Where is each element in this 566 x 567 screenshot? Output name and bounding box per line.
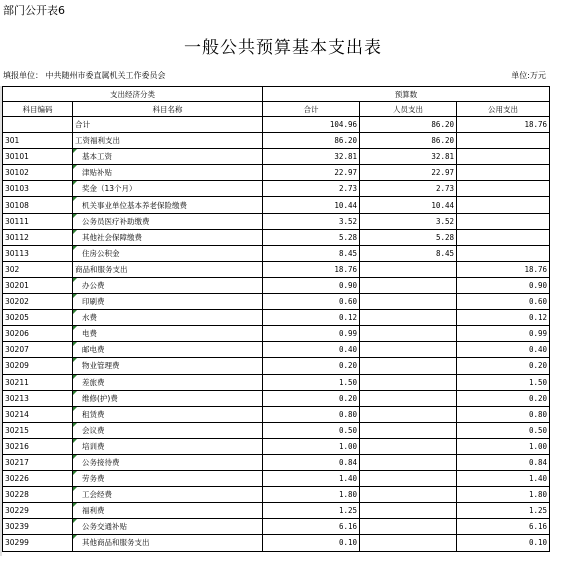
- row-name: 维修(护)费: [73, 390, 263, 406]
- row-total: 1.40: [263, 471, 360, 487]
- row-name: 会议费: [73, 422, 263, 438]
- row-name: 津贴补贴: [73, 165, 263, 181]
- row-total: 104.96: [263, 117, 360, 133]
- table-row: [3, 197, 550, 213]
- table-row: [3, 277, 550, 293]
- row-personnel: [360, 519, 457, 535]
- row-name: 住房公积金: [73, 245, 263, 261]
- row-public: 0.80: [457, 406, 550, 422]
- row-code: 30239: [3, 519, 73, 535]
- row-name: 办公费: [73, 277, 263, 293]
- table-row: [3, 471, 550, 487]
- row-public: 0.12: [457, 310, 550, 326]
- row-public: 0.20: [457, 390, 550, 406]
- row-personnel: [360, 471, 457, 487]
- row-total: 0.80: [263, 406, 360, 422]
- row-code: 30299: [3, 535, 73, 551]
- row-personnel: [360, 358, 457, 374]
- row-code: 30206: [3, 326, 73, 342]
- row-name: 公务员医疗补助缴费: [73, 213, 263, 229]
- row-total: 86.20: [263, 133, 360, 149]
- row-total: 0.90: [263, 277, 360, 293]
- row-total: 0.12: [263, 310, 360, 326]
- row-total: 22.97: [263, 165, 360, 181]
- table-row: [3, 326, 550, 342]
- row-name: 邮电费: [73, 342, 263, 358]
- row-personnel: 86.20: [360, 133, 457, 149]
- row-public: 0.84: [457, 454, 550, 470]
- row-name: 劳务费: [73, 471, 263, 487]
- row-personnel: 32.81: [360, 149, 457, 165]
- sheet-corner-label: 部门公开表6: [3, 4, 65, 17]
- table-row: [3, 438, 550, 454]
- row-total: 1.50: [263, 374, 360, 390]
- row-personnel: 86.20: [360, 117, 457, 133]
- row-code: 30112: [3, 229, 73, 245]
- row-name: 物业管理费: [73, 358, 263, 374]
- header-economic-classification: 支出经济分类: [3, 87, 263, 102]
- row-public: 1.50: [457, 374, 550, 390]
- row-total: 0.50: [263, 422, 360, 438]
- row-personnel: 22.97: [360, 165, 457, 181]
- table-row: [3, 261, 550, 277]
- table-row: [3, 342, 550, 358]
- row-code: 30229: [3, 503, 73, 519]
- table-row: [3, 422, 550, 438]
- row-total: 0.99: [263, 326, 360, 342]
- row-personnel: [360, 487, 457, 503]
- row-name: 培训费: [73, 438, 263, 454]
- row-code: 30228: [3, 487, 73, 503]
- row-code: 30207: [3, 342, 73, 358]
- row-personnel: [360, 503, 457, 519]
- row-name: 电费: [73, 326, 263, 342]
- row-personnel: [360, 454, 457, 470]
- table-column-header: [3, 102, 550, 117]
- row-total: 1.25: [263, 503, 360, 519]
- row-total: 0.10: [263, 535, 360, 551]
- row-name: 其他社会保障缴费: [73, 229, 263, 245]
- row-code: [3, 117, 73, 133]
- reporting-unit: 填报单位： 中共随州市委直属机关工作委员会: [3, 71, 166, 80]
- row-public: [457, 133, 550, 149]
- row-total: 6.16: [263, 519, 360, 535]
- row-name: 福利费: [73, 503, 263, 519]
- row-name: 公务交通补贴: [73, 519, 263, 535]
- row-public: 18.76: [457, 261, 550, 277]
- row-personnel: [360, 342, 457, 358]
- row-public: 0.90: [457, 277, 550, 293]
- row-name: 印刷费: [73, 294, 263, 310]
- table-row: [3, 117, 550, 133]
- row-name: 合计: [73, 117, 263, 133]
- table-row: [3, 133, 550, 149]
- table-row: [3, 503, 550, 519]
- row-total: 3.52: [263, 213, 360, 229]
- row-public: [457, 245, 550, 261]
- row-public: 0.99: [457, 326, 550, 342]
- row-name: 公务接待费: [73, 454, 263, 470]
- row-total: 1.80: [263, 487, 360, 503]
- row-public: [457, 165, 550, 181]
- row-code: 30202: [3, 294, 73, 310]
- row-code: 30108: [3, 197, 73, 213]
- row-code: 30214: [3, 406, 73, 422]
- row-name: 机关事业单位基本养老保险缴费: [73, 197, 263, 213]
- row-personnel: [360, 326, 457, 342]
- row-code: 30201: [3, 277, 73, 293]
- row-personnel: 3.52: [360, 213, 457, 229]
- row-personnel: [360, 294, 457, 310]
- row-public: 1.00: [457, 438, 550, 454]
- row-public: [457, 213, 550, 229]
- row-code: 30113: [3, 245, 73, 261]
- row-code: 30205: [3, 310, 73, 326]
- row-total: 1.00: [263, 438, 360, 454]
- table-row: [3, 358, 550, 374]
- row-personnel: [360, 422, 457, 438]
- row-public: 18.76: [457, 117, 550, 133]
- table-row: [3, 374, 550, 390]
- header-budget-amount: 预算数: [263, 87, 550, 102]
- row-name: 奖金（13个月）: [73, 181, 263, 197]
- row-code: 30216: [3, 438, 73, 454]
- table-row: [3, 406, 550, 422]
- header-total: 合计: [263, 102, 360, 117]
- row-personnel: [360, 406, 457, 422]
- row-personnel: 10.44: [360, 197, 457, 213]
- table-group-header: [3, 87, 550, 102]
- row-personnel: [360, 310, 457, 326]
- row-personnel: 2.73: [360, 181, 457, 197]
- row-public: 0.50: [457, 422, 550, 438]
- row-personnel: 5.28: [360, 229, 457, 245]
- table-row: [3, 165, 550, 181]
- row-code: 30101: [3, 149, 73, 165]
- row-code: 30102: [3, 165, 73, 181]
- row-public: [457, 149, 550, 165]
- row-public: 0.20: [457, 358, 550, 374]
- table-row: [3, 181, 550, 197]
- row-public: 1.40: [457, 471, 550, 487]
- row-name: 其他商品和服务支出: [73, 535, 263, 551]
- row-name: 工资福利支出: [73, 133, 263, 149]
- table-row: [3, 454, 550, 470]
- row-personnel: [360, 535, 457, 551]
- row-public: [457, 181, 550, 197]
- row-personnel: [360, 374, 457, 390]
- row-code: 30103: [3, 181, 73, 197]
- row-public: 6.16: [457, 519, 550, 535]
- row-public: 1.80: [457, 487, 550, 503]
- table-row: [3, 294, 550, 310]
- row-code: 302: [3, 261, 73, 277]
- row-total: 0.60: [263, 294, 360, 310]
- row-total: 0.20: [263, 358, 360, 374]
- row-public: [457, 197, 550, 213]
- row-code: 30211: [3, 374, 73, 390]
- unit-label: 单位:万元: [511, 71, 546, 80]
- row-public: 0.10: [457, 535, 550, 551]
- table-row: [3, 310, 550, 326]
- row-personnel: [360, 438, 457, 454]
- row-personnel: [360, 261, 457, 277]
- row-total: 2.73: [263, 181, 360, 197]
- row-code: 30215: [3, 422, 73, 438]
- header-code: 科目编码: [3, 102, 73, 117]
- row-code: 30209: [3, 358, 73, 374]
- row-total: 18.76: [263, 261, 360, 277]
- row-personnel: [360, 390, 457, 406]
- row-code: 30111: [3, 213, 73, 229]
- header-public: 公用支出: [457, 102, 550, 117]
- page-title: 一般公共预算基本支出表: [184, 38, 382, 58]
- row-total: 0.84: [263, 454, 360, 470]
- row-total: 8.45: [263, 245, 360, 261]
- table-row: [3, 535, 550, 551]
- header-name: 科目名称: [73, 102, 263, 117]
- table-row: [3, 149, 550, 165]
- row-name: 基本工资: [73, 149, 263, 165]
- row-public: [457, 229, 550, 245]
- row-personnel: 8.45: [360, 245, 457, 261]
- row-code: 30226: [3, 471, 73, 487]
- row-name: 水费: [73, 310, 263, 326]
- row-total: 10.44: [263, 197, 360, 213]
- budget-table: [2, 86, 550, 552]
- table-row: [3, 245, 550, 261]
- row-total: 32.81: [263, 149, 360, 165]
- header-personnel: 人员支出: [360, 102, 457, 117]
- row-code: 301: [3, 133, 73, 149]
- row-name: 商品和服务支出: [73, 261, 263, 277]
- row-code: 30217: [3, 454, 73, 470]
- row-name: 租赁费: [73, 406, 263, 422]
- row-total: 0.20: [263, 390, 360, 406]
- table-row: [3, 229, 550, 245]
- row-public: 0.40: [457, 342, 550, 358]
- table-row: [3, 390, 550, 406]
- row-total: 0.40: [263, 342, 360, 358]
- row-public: 1.25: [457, 503, 550, 519]
- table-row: [3, 519, 550, 535]
- row-code: 30213: [3, 390, 73, 406]
- row-personnel: [360, 277, 457, 293]
- row-total: 5.28: [263, 229, 360, 245]
- row-public: 0.60: [457, 294, 550, 310]
- table-row: [3, 487, 550, 503]
- row-name: 差旅费: [73, 374, 263, 390]
- row-name: 工会经费: [73, 487, 263, 503]
- table-row: [3, 213, 550, 229]
